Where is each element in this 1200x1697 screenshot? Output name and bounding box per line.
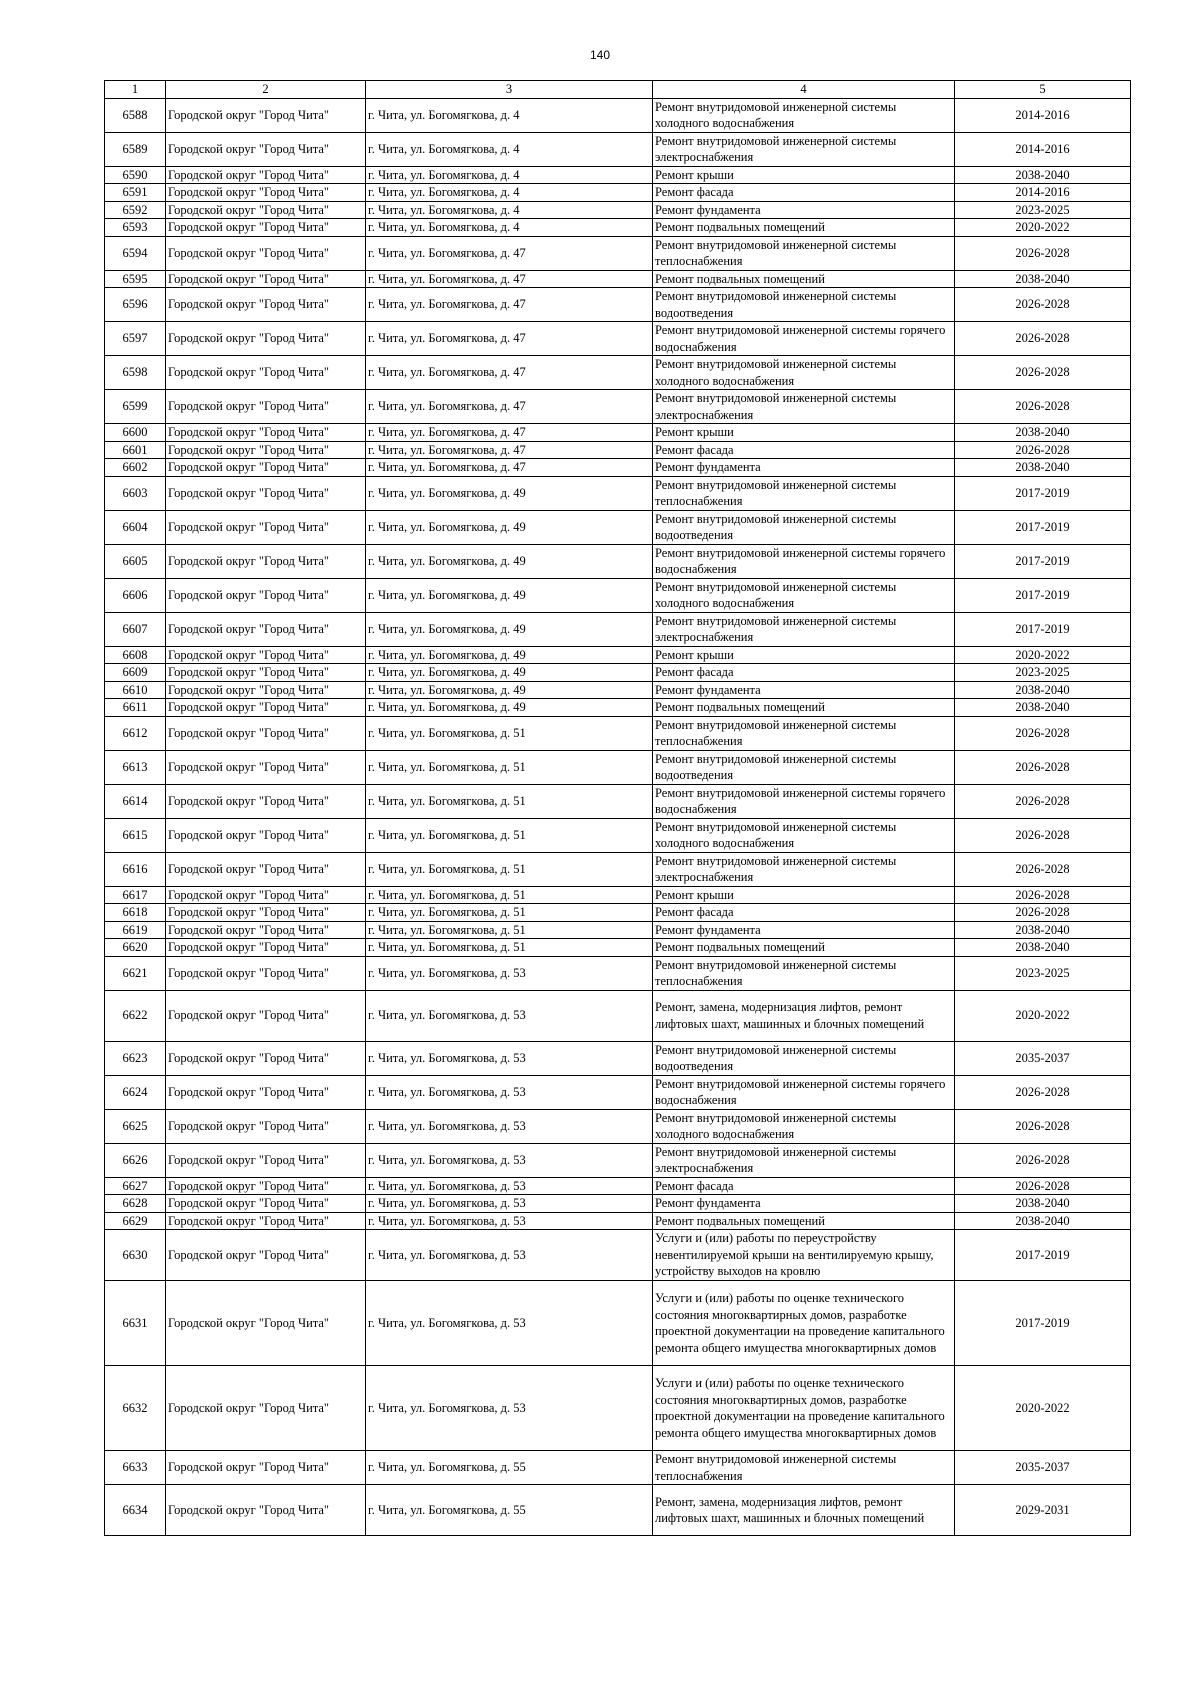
work-type-cell: Ремонт внутридомовой инженерной системы холодного водоснабжения [653, 98, 955, 132]
work-type-cell: Ремонт внутридомовой инженерной системы горячего водоснабжения [653, 784, 955, 818]
table-row [105, 219, 1131, 237]
work-type-cell: Ремонт внутридомовой инженерной системы электроснабжения [653, 852, 955, 886]
row-number-cell: 6610 [105, 681, 166, 699]
table-row [105, 322, 1131, 356]
municipality-cell: Городской округ "Город Чита" [166, 990, 366, 1041]
address-cell: г. Чита, ул. Богомягкова, д. 49 [366, 664, 653, 682]
table-row [105, 1485, 1131, 1536]
period-cell: 2026-2028 [955, 904, 1131, 922]
municipality-cell: Городской округ "Город Чита" [166, 476, 366, 510]
table-row [105, 476, 1131, 510]
municipality-cell: Городской округ "Город Чита" [166, 1177, 366, 1195]
row-number-cell: 6588 [105, 98, 166, 132]
address-cell: г. Чита, ул. Богомягкова, д. 47 [366, 424, 653, 442]
table-row [105, 1041, 1131, 1075]
period-cell: 2026-2028 [955, 390, 1131, 424]
table-row [105, 716, 1131, 750]
work-type-cell: Ремонт внутридомовой инженерной системы холодного водоснабжения [653, 1109, 955, 1143]
row-number-cell: 6597 [105, 322, 166, 356]
row-number-cell: 6604 [105, 510, 166, 544]
period-cell: 2017-2019 [955, 612, 1131, 646]
table-row [105, 236, 1131, 270]
table-row [105, 390, 1131, 424]
municipality-cell: Городской округ "Город Чита" [166, 818, 366, 852]
address-cell: г. Чита, ул. Богомягкова, д. 53 [366, 1075, 653, 1109]
municipality-cell: Городской округ "Город Чита" [166, 1485, 366, 1536]
address-cell: г. Чита, ул. Богомягкова, д. 47 [366, 390, 653, 424]
work-type-cell: Ремонт подвальных помещений [653, 699, 955, 717]
address-cell: г. Чита, ул. Богомягкова, д. 47 [366, 441, 653, 459]
row-number-cell: 6599 [105, 390, 166, 424]
address-cell: г. Чита, ул. Богомягкова, д. 4 [366, 166, 653, 184]
work-type-cell: Ремонт фасада [653, 1177, 955, 1195]
column-header: 1 [105, 81, 166, 99]
work-type-cell: Ремонт внутридомовой инженерной системы теплоснабжения [653, 956, 955, 990]
work-type-cell: Ремонт внутридомовой инженерной системы холодного водоснабжения [653, 818, 955, 852]
row-number-cell: 6611 [105, 699, 166, 717]
address-cell: г. Чита, ул. Богомягкова, д. 4 [366, 184, 653, 202]
row-number-cell: 6634 [105, 1485, 166, 1536]
repair-schedule-table [104, 80, 1131, 1536]
row-number-cell: 6620 [105, 939, 166, 957]
table-row [105, 270, 1131, 288]
work-type-cell: Услуги и (или) работы по оценке технического состояния многоквартирных домов, разработке проектной документации на проведение капитального ремонта общего имущества многоквартирных домов [653, 1281, 955, 1366]
address-cell: г. Чита, ул. Богомягкова, д. 4 [366, 219, 653, 237]
row-number-cell: 6595 [105, 270, 166, 288]
period-cell: 2017-2019 [955, 510, 1131, 544]
municipality-cell: Городской округ "Город Чита" [166, 1230, 366, 1281]
table-row [105, 441, 1131, 459]
address-cell: г. Чита, ул. Богомягкова, д. 51 [366, 921, 653, 939]
row-number-cell: 6589 [105, 132, 166, 166]
municipality-cell: Городской округ "Город Чита" [166, 270, 366, 288]
municipality-cell: Городской округ "Город Чита" [166, 1075, 366, 1109]
column-header: 5 [955, 81, 1131, 99]
address-cell: г. Чита, ул. Богомягкова, д. 49 [366, 510, 653, 544]
table-row [105, 904, 1131, 922]
municipality-cell: Городской округ "Город Чита" [166, 1041, 366, 1075]
table-row [105, 939, 1131, 957]
work-type-cell: Ремонт внутридомовой инженерной системы теплоснабжения [653, 1451, 955, 1485]
row-number-cell: 6616 [105, 852, 166, 886]
address-cell: г. Чита, ул. Богомягкова, д. 49 [366, 699, 653, 717]
table-body [105, 98, 1131, 1536]
row-number-cell: 6615 [105, 818, 166, 852]
work-type-cell: Ремонт крыши [653, 166, 955, 184]
table-row [105, 921, 1131, 939]
table-row [105, 132, 1131, 166]
work-type-cell: Услуги и (или) работы по оценке технического состояния многоквартирных домов, разработке проектной документации на проведение капитального ремонта общего имущества многоквартирных домов [653, 1366, 955, 1451]
work-type-cell: Ремонт внутридомовой инженерной системы теплоснабжения [653, 236, 955, 270]
municipality-cell: Городской округ "Город Чита" [166, 750, 366, 784]
row-number-cell: 6625 [105, 1109, 166, 1143]
work-type-cell: Ремонт фундамента [653, 459, 955, 477]
work-type-cell: Ремонт, замена, модернизация лифтов, ремонт лифтовых шахт, машинных и блочных помещений [653, 990, 955, 1041]
work-type-cell: Ремонт крыши [653, 424, 955, 442]
work-type-cell: Ремонт внутридомовой инженерной системы холодного водоснабжения [653, 578, 955, 612]
period-cell: 2038-2040 [955, 270, 1131, 288]
address-cell: г. Чита, ул. Богомягкова, д. 49 [366, 476, 653, 510]
municipality-cell: Городской округ "Город Чита" [166, 236, 366, 270]
work-type-cell: Ремонт внутридомовой инженерной системы электроснабжения [653, 1143, 955, 1177]
period-cell: 2020-2022 [955, 1366, 1131, 1451]
address-cell: г. Чита, ул. Богомягкова, д. 51 [366, 886, 653, 904]
row-number-cell: 6623 [105, 1041, 166, 1075]
work-type-cell: Ремонт фасада [653, 664, 955, 682]
work-type-cell: Ремонт внутридомовой инженерной системы горячего водоснабжения [653, 544, 955, 578]
period-cell: 2026-2028 [955, 784, 1131, 818]
municipality-cell: Городской округ "Город Чита" [166, 424, 366, 442]
work-type-cell: Ремонт, замена, модернизация лифтов, ремонт лифтовых шахт, машинных и блочных помещений [653, 1485, 955, 1536]
period-cell: 2026-2028 [955, 1143, 1131, 1177]
period-cell: 2023-2025 [955, 201, 1131, 219]
work-type-cell: Ремонт внутридомовой инженерной системы горячего водоснабжения [653, 1075, 955, 1109]
address-cell: г. Чита, ул. Богомягкова, д. 51 [366, 750, 653, 784]
period-cell: 2038-2040 [955, 681, 1131, 699]
address-cell: г. Чита, ул. Богомягкова, д. 51 [366, 818, 653, 852]
period-cell: 2026-2028 [955, 1177, 1131, 1195]
address-cell: г. Чита, ул. Богомягкова, д. 53 [366, 1212, 653, 1230]
municipality-cell: Городской округ "Город Чита" [166, 166, 366, 184]
period-cell: 2035-2037 [955, 1041, 1131, 1075]
address-cell: г. Чита, ул. Богомягкова, д. 51 [366, 716, 653, 750]
municipality-cell: Городской округ "Город Чита" [166, 664, 366, 682]
period-cell: 2038-2040 [955, 699, 1131, 717]
municipality-cell: Городской округ "Город Чита" [166, 390, 366, 424]
municipality-cell: Городской округ "Город Чита" [166, 784, 366, 818]
period-cell: 2017-2019 [955, 544, 1131, 578]
work-type-cell: Ремонт внутридомовой инженерной системы теплоснабжения [653, 716, 955, 750]
municipality-cell: Городской округ "Город Чита" [166, 459, 366, 477]
table-row [105, 646, 1131, 664]
address-cell: г. Чита, ул. Богомягкова, д. 4 [366, 132, 653, 166]
table-row [105, 1230, 1131, 1281]
period-cell: 2026-2028 [955, 1075, 1131, 1109]
address-cell: г. Чита, ул. Богомягкова, д. 49 [366, 544, 653, 578]
table-row [105, 750, 1131, 784]
municipality-cell: Городской округ "Город Чита" [166, 201, 366, 219]
address-cell: г. Чита, ул. Богомягкова, д. 53 [366, 1041, 653, 1075]
address-cell: г. Чита, ул. Богомягкова, д. 51 [366, 784, 653, 818]
address-cell: г. Чита, ул. Богомягкова, д. 53 [366, 1366, 653, 1451]
municipality-cell: Городской округ "Город Чита" [166, 132, 366, 166]
table-row [105, 1195, 1131, 1213]
work-type-cell: Ремонт внутридомовой инженерной системы водоотведения [653, 1041, 955, 1075]
address-cell: г. Чита, ул. Богомягкова, д. 47 [366, 459, 653, 477]
municipality-cell: Городской округ "Город Чита" [166, 219, 366, 237]
table-row [105, 356, 1131, 390]
address-cell: г. Чита, ул. Богомягкова, д. 47 [366, 236, 653, 270]
row-number-cell: 6626 [105, 1143, 166, 1177]
municipality-cell: Городской округ "Город Чита" [166, 921, 366, 939]
row-number-cell: 6618 [105, 904, 166, 922]
municipality-cell: Городской округ "Город Чита" [166, 184, 366, 202]
work-type-cell: Ремонт внутридомовой инженерной системы водоотведения [653, 288, 955, 322]
row-number-cell: 6603 [105, 476, 166, 510]
work-type-cell: Ремонт подвальных помещений [653, 939, 955, 957]
row-number-cell: 6612 [105, 716, 166, 750]
address-cell: г. Чита, ул. Богомягкова, д. 53 [366, 1177, 653, 1195]
work-type-cell: Ремонт внутридомовой инженерной системы холодного водоснабжения [653, 356, 955, 390]
table-row [105, 1212, 1131, 1230]
period-cell: 2026-2028 [955, 852, 1131, 886]
address-cell: г. Чита, ул. Богомягкова, д. 51 [366, 939, 653, 957]
row-number-cell: 6593 [105, 219, 166, 237]
work-type-cell: Ремонт подвальных помещений [653, 270, 955, 288]
row-number-cell: 6608 [105, 646, 166, 664]
table-row [105, 956, 1131, 990]
table-row [105, 886, 1131, 904]
period-cell: 2017-2019 [955, 1230, 1131, 1281]
address-cell: г. Чита, ул. Богомягкова, д. 53 [366, 990, 653, 1041]
row-number-cell: 6598 [105, 356, 166, 390]
row-number-cell: 6605 [105, 544, 166, 578]
work-type-cell: Ремонт фундамента [653, 921, 955, 939]
table-row [105, 1109, 1131, 1143]
row-number-cell: 6621 [105, 956, 166, 990]
period-cell: 2038-2040 [955, 921, 1131, 939]
address-cell: г. Чита, ул. Богомягкова, д. 55 [366, 1485, 653, 1536]
table-row [105, 544, 1131, 578]
row-number-cell: 6590 [105, 166, 166, 184]
municipality-cell: Городской округ "Город Чита" [166, 1366, 366, 1451]
municipality-cell: Городской округ "Город Чита" [166, 322, 366, 356]
municipality-cell: Городской округ "Город Чита" [166, 886, 366, 904]
work-type-cell: Ремонт крыши [653, 886, 955, 904]
table-row [105, 1177, 1131, 1195]
period-cell: 2017-2019 [955, 1281, 1131, 1366]
address-cell: г. Чита, ул. Богомягкова, д. 51 [366, 904, 653, 922]
table-row [105, 852, 1131, 886]
row-number-cell: 6609 [105, 664, 166, 682]
period-cell: 2038-2040 [955, 1195, 1131, 1213]
period-cell: 2020-2022 [955, 990, 1131, 1041]
period-cell: 2038-2040 [955, 459, 1131, 477]
work-type-cell: Ремонт фасада [653, 904, 955, 922]
work-type-cell: Ремонт подвальных помещений [653, 1212, 955, 1230]
municipality-cell: Городской округ "Город Чита" [166, 288, 366, 322]
municipality-cell: Городской округ "Город Чита" [166, 852, 366, 886]
address-cell: г. Чита, ул. Богомягкова, д. 53 [366, 1230, 653, 1281]
period-cell: 2026-2028 [955, 288, 1131, 322]
municipality-cell: Городской округ "Город Чита" [166, 939, 366, 957]
table-row [105, 98, 1131, 132]
period-cell: 2026-2028 [955, 356, 1131, 390]
work-type-cell: Ремонт подвальных помещений [653, 219, 955, 237]
row-number-cell: 6614 [105, 784, 166, 818]
period-cell: 2026-2028 [955, 236, 1131, 270]
address-cell: г. Чита, ул. Богомягкова, д. 4 [366, 98, 653, 132]
row-number-cell: 6627 [105, 1177, 166, 1195]
period-cell: 2026-2028 [955, 886, 1131, 904]
row-number-cell: 6594 [105, 236, 166, 270]
row-number-cell: 6631 [105, 1281, 166, 1366]
table-header-row [105, 81, 1131, 99]
municipality-cell: Городской округ "Город Чита" [166, 1451, 366, 1485]
work-type-cell: Ремонт внутридомовой инженерной системы электроснабжения [653, 612, 955, 646]
work-type-cell: Ремонт фундамента [653, 681, 955, 699]
address-cell: г. Чита, ул. Богомягкова, д. 49 [366, 612, 653, 646]
table-row [105, 699, 1131, 717]
municipality-cell: Городской округ "Город Чита" [166, 716, 366, 750]
column-header: 2 [166, 81, 366, 99]
row-number-cell: 6629 [105, 1212, 166, 1230]
table-row [105, 166, 1131, 184]
work-type-cell: Ремонт внутридомовой инженерной системы электроснабжения [653, 132, 955, 166]
row-number-cell: 6633 [105, 1451, 166, 1485]
table-row [105, 288, 1131, 322]
address-cell: г. Чита, ул. Богомягкова, д. 53 [366, 956, 653, 990]
municipality-cell: Городской округ "Город Чита" [166, 98, 366, 132]
address-cell: г. Чита, ул. Богомягкова, д. 53 [366, 1143, 653, 1177]
address-cell: г. Чита, ул. Богомягкова, д. 49 [366, 578, 653, 612]
municipality-cell: Городской округ "Город Чита" [166, 646, 366, 664]
municipality-cell: Городской округ "Город Чита" [166, 1195, 366, 1213]
table-row [105, 578, 1131, 612]
row-number-cell: 6630 [105, 1230, 166, 1281]
row-number-cell: 6606 [105, 578, 166, 612]
work-type-cell: Ремонт внутридомовой инженерной системы водоотведения [653, 750, 955, 784]
work-type-cell: Ремонт внутридомовой инженерной системы электроснабжения [653, 390, 955, 424]
period-cell: 2038-2040 [955, 424, 1131, 442]
address-cell: г. Чита, ул. Богомягкова, д. 47 [366, 322, 653, 356]
address-cell: г. Чита, ул. Богомягкова, д. 55 [366, 1451, 653, 1485]
address-cell: г. Чита, ул. Богомягкова, д. 47 [366, 356, 653, 390]
table-row [105, 201, 1131, 219]
municipality-cell: Городской округ "Город Чита" [166, 904, 366, 922]
table-row [105, 1366, 1131, 1451]
column-header: 3 [366, 81, 653, 99]
work-type-cell: Ремонт фундамента [653, 201, 955, 219]
table-row [105, 510, 1131, 544]
address-cell: г. Чита, ул. Богомягкова, д. 53 [366, 1195, 653, 1213]
municipality-cell: Городской округ "Город Чита" [166, 510, 366, 544]
municipality-cell: Городской округ "Город Чита" [166, 699, 366, 717]
table-row [105, 818, 1131, 852]
work-type-cell: Ремонт фасада [653, 441, 955, 459]
row-number-cell: 6592 [105, 201, 166, 219]
period-cell: 2014-2016 [955, 132, 1131, 166]
table-row [105, 1075, 1131, 1109]
table-row [105, 612, 1131, 646]
address-cell: г. Чита, ул. Богомягкова, д. 51 [366, 852, 653, 886]
row-number-cell: 6607 [105, 612, 166, 646]
address-cell: г. Чита, ул. Богомягкова, д. 49 [366, 646, 653, 664]
work-type-cell: Ремонт крыши [653, 646, 955, 664]
period-cell: 2026-2028 [955, 818, 1131, 852]
table-row [105, 459, 1131, 477]
row-number-cell: 6601 [105, 441, 166, 459]
work-type-cell: Ремонт внутридомовой инженерной системы теплоснабжения [653, 476, 955, 510]
row-number-cell: 6628 [105, 1195, 166, 1213]
period-cell: 2026-2028 [955, 716, 1131, 750]
address-cell: г. Чита, ул. Богомягкова, д. 4 [366, 201, 653, 219]
row-number-cell: 6624 [105, 1075, 166, 1109]
period-cell: 2038-2040 [955, 1212, 1131, 1230]
work-type-cell: Ремонт фасада [653, 184, 955, 202]
period-cell: 2020-2022 [955, 219, 1131, 237]
municipality-cell: Городской округ "Город Чита" [166, 612, 366, 646]
table-row [105, 184, 1131, 202]
period-cell: 2017-2019 [955, 578, 1131, 612]
municipality-cell: Городской округ "Город Чита" [166, 1281, 366, 1366]
table-row [105, 664, 1131, 682]
table-row [105, 1143, 1131, 1177]
municipality-cell: Городской округ "Город Чита" [166, 356, 366, 390]
period-cell: 2029-2031 [955, 1485, 1131, 1536]
row-number-cell: 6602 [105, 459, 166, 477]
address-cell: г. Чита, ул. Богомягкова, д. 47 [366, 270, 653, 288]
address-cell: г. Чита, ул. Богомягкова, д. 47 [366, 288, 653, 322]
municipality-cell: Городской округ "Город Чита" [166, 956, 366, 990]
row-number-cell: 6591 [105, 184, 166, 202]
period-cell: 2026-2028 [955, 1109, 1131, 1143]
work-type-cell: Ремонт фундамента [653, 1195, 955, 1213]
row-number-cell: 6632 [105, 1366, 166, 1451]
table-row [105, 424, 1131, 442]
period-cell: 2035-2037 [955, 1451, 1131, 1485]
municipality-cell: Городской округ "Город Чита" [166, 1212, 366, 1230]
period-cell: 2026-2028 [955, 322, 1131, 356]
table-row [105, 681, 1131, 699]
row-number-cell: 6622 [105, 990, 166, 1041]
municipality-cell: Городской округ "Город Чита" [166, 1109, 366, 1143]
period-cell: 2023-2025 [955, 956, 1131, 990]
work-type-cell: Услуги и (или) работы по переустройству невентилируемой крыши на вентилируемую крышу, устройству выходов на кровлю [653, 1230, 955, 1281]
period-cell: 2014-2016 [955, 98, 1131, 132]
municipality-cell: Городской округ "Город Чита" [166, 578, 366, 612]
municipality-cell: Городской округ "Город Чита" [166, 681, 366, 699]
row-number-cell: 6613 [105, 750, 166, 784]
period-cell: 2038-2040 [955, 166, 1131, 184]
work-type-cell: Ремонт внутридомовой инженерной системы горячего водоснабжения [653, 322, 955, 356]
column-header: 4 [653, 81, 955, 99]
period-cell: 2023-2025 [955, 664, 1131, 682]
table-row [105, 1281, 1131, 1366]
municipality-cell: Городской округ "Город Чита" [166, 1143, 366, 1177]
period-cell: 2026-2028 [955, 750, 1131, 784]
municipality-cell: Городской округ "Город Чита" [166, 544, 366, 578]
address-cell: г. Чита, ул. Богомягкова, д. 53 [366, 1281, 653, 1366]
row-number-cell: 6617 [105, 886, 166, 904]
table-row [105, 784, 1131, 818]
period-cell: 2026-2028 [955, 441, 1131, 459]
table-row [105, 1451, 1131, 1485]
row-number-cell: 6619 [105, 921, 166, 939]
address-cell: г. Чита, ул. Богомягкова, д. 53 [366, 1109, 653, 1143]
row-number-cell: 6600 [105, 424, 166, 442]
period-cell: 2014-2016 [955, 184, 1131, 202]
period-cell: 2017-2019 [955, 476, 1131, 510]
row-number-cell: 6596 [105, 288, 166, 322]
work-type-cell: Ремонт внутридомовой инженерной системы водоотведения [653, 510, 955, 544]
address-cell: г. Чита, ул. Богомягкова, д. 49 [366, 681, 653, 699]
period-cell: 2020-2022 [955, 646, 1131, 664]
period-cell: 2038-2040 [955, 939, 1131, 957]
page-number: 140 [589, 48, 611, 62]
table-row [105, 990, 1131, 1041]
municipality-cell: Городской округ "Город Чита" [166, 441, 366, 459]
